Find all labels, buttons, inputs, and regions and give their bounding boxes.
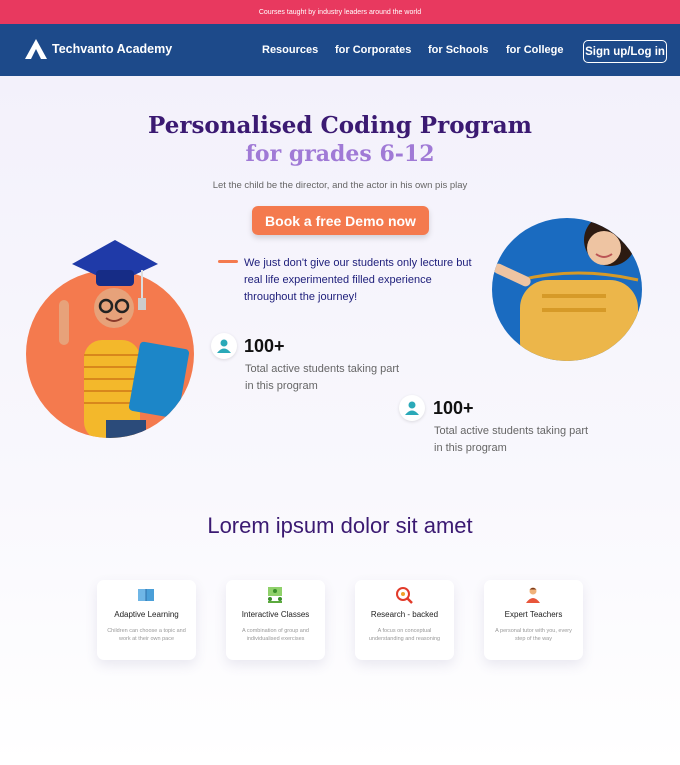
feature-title: Research - backed [370,610,439,619]
feature-card-interactive-classes[interactable] [226,580,325,660]
feature-title: Adaptive Learning [114,610,179,619]
feature-card-research-backed[interactable] [355,580,454,660]
nav-link-schools[interactable]: for Schools [428,44,489,56]
feature-description: Children can choose a topic and work at their own pace [107,628,186,642]
section-title: Lorem ipsum dolor sit amet [207,513,473,538]
signup-login-button[interactable]: Sign up/Log in [583,40,667,63]
navbar [0,24,680,76]
feature-card-expert-teachers[interactable] [484,580,583,660]
hero-title-highlight: for grades 6-12 [245,141,435,167]
stat-label: Total active students taking part in this program [434,425,589,454]
book-demo-button[interactable]: Book a free Demo now [252,206,429,235]
announcement-text: Courses taught by industry leaders around the world [258,8,422,16]
brand-name: Techvanto Academy [52,42,173,56]
announcement-bar [0,0,680,24]
logo-icon [24,38,48,60]
student-icon [399,395,425,421]
quote-dash [218,260,238,263]
stat-label: Total active students taking part in this program [245,363,400,392]
nav-link-college[interactable]: for College [506,44,564,56]
stat-value: 100+ [433,398,474,418]
teacher-icon [524,586,542,604]
hero-title: Personalised Coding Program [148,112,532,139]
nav-link-corporates[interactable]: for Corporates [335,44,412,56]
nav-link-resources[interactable]: Resources [262,44,319,56]
feature-title: Expert Teachers [504,610,563,619]
student-girl-image [492,218,642,361]
feature-description: A focus on conceptual understanding and reasoning [368,628,441,642]
feature-card-adaptive-learning[interactable] [97,580,196,660]
student-icon [211,333,237,359]
stat-value: 100+ [244,336,285,356]
feature-description: A combination of group and individualised exercises [242,628,309,642]
hero-quote: We just don't give our students only lecture but real life experimented filled experience throughout the journey! [244,257,472,303]
feature-description: A personal tutor with you, every step of the way [495,628,572,642]
book-icon [137,586,155,604]
brand-logo[interactable] [24,38,172,60]
classroom-icon [266,586,284,604]
graduation-cap-icon [72,240,158,312]
research-icon [395,586,413,604]
hero-subtitle: Let the child be the director, and the actor in his own pis play [212,180,468,191]
feature-title: Interactive Classes [241,610,310,619]
